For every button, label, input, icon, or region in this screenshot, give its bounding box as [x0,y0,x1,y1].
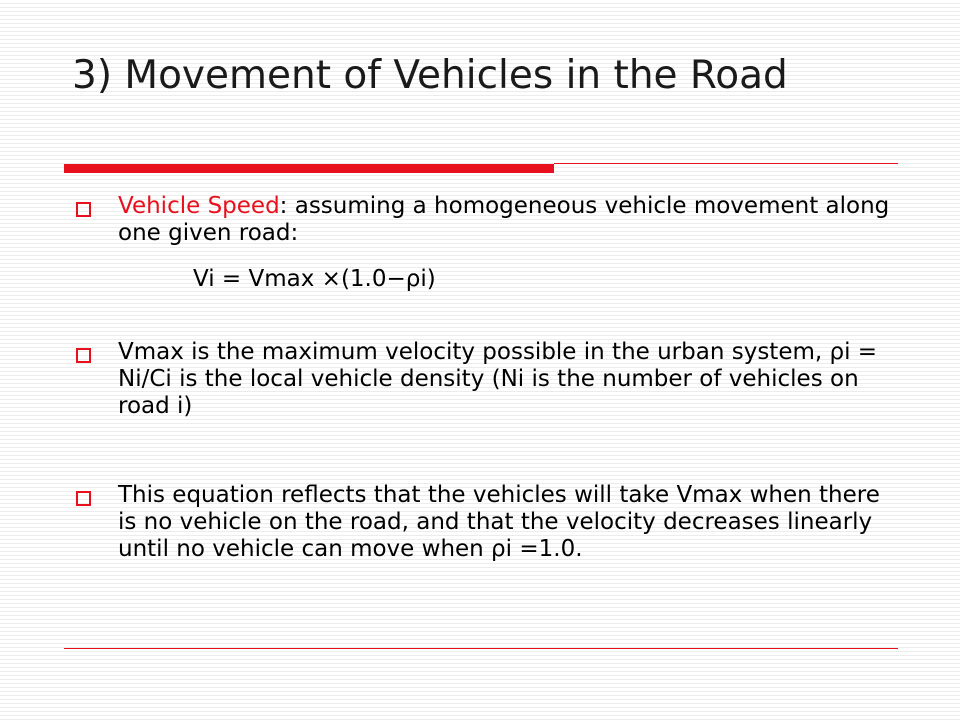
square-bullet-icon [76,348,91,363]
square-bullet-icon [76,491,91,506]
bullet-text [118,193,902,247]
bullet-vmax-definition [72,339,902,420]
bullet-vehicle-speed [72,193,902,247]
speed-equation: Vi = Vmax ×(1.0−ρi) [193,266,436,292]
bullet-term: Vehicle Speed [118,193,280,219]
slide-title: 3) Movement of Vehicles in the Road [72,53,788,98]
bullet-equation-meaning [72,482,902,563]
bullet-body: : assuming a homogeneous vehicle movement along one given road: [118,193,890,246]
bullet-text: Vmax is the maximum velocity possible in the urban system, ρi = Ni/Ci is the local vehicle density (Ni is the number of vehicles on road i) [118,339,878,419]
title-underline-thick [64,164,554,173]
square-bullet-icon [76,202,91,217]
bullet-text: This equation reflects that the vehicles will take Vmax when there is no vehicle on the road, and that the velocity decreases linearly until no vehicle can move when ρi =1.0. [118,482,880,562]
title-underline-thin [554,163,898,164]
footer-rule [64,648,898,649]
